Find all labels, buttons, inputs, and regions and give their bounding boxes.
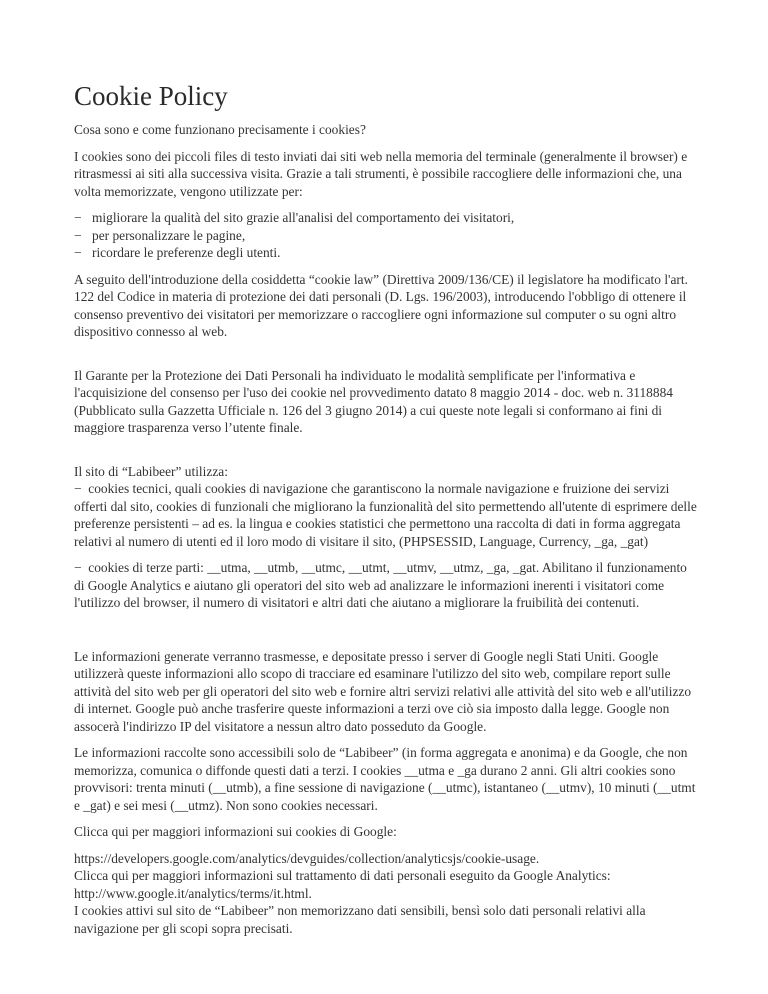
intro-paragraph: I cookies sono dei piccoli files di testo inviati dai siti web nella memoria del terminale (generalmente il browser) e ritrasmessi ai siti alla successiva visita. Grazie a tali strumenti, è possibile raccogliere delle informazioni che, una volta memorizzate, vengono utilizzate per: [74,148,688,199]
click-google-paragraph: Clicca qui per maggiori informazioni sui cookies di Google: [74,824,397,839]
google-cookie-usage-link[interactable]: https://developers.google.com/analytics/devguides/collection/analyticsjs/cookie-usage. [74,850,540,866]
list-item: − migliorare la qualità del sito grazie all'analisi del comportamento dei visitatori, [74,209,698,227]
page-title: Cookie Policy [74,81,228,111]
closing-text: I cookies attivi sul sito de “Labibeer” non memorizzano dati sensibili, bensì solo dati personali relativi alla navigazione per gli scopi sopra precisati. [74,903,646,936]
links-section [74,850,698,938]
google-analytics-terms-link[interactable]: http://www.google.it/analytics/terms/it.html. [74,885,312,901]
garante-paragraph: Il Garante per la Protezione dei Dati Personali ha individuato le modalità semplificate per l'informativa e l'acquisizione del consenso per l'uso dei cookie nel provvedimento datato 8 maggio 2014 - doc. web n. 3118884 (Pubblicato sulla Gazzetta Ufficiale n. 126 del 3 giugno 2014) a cui queste note legali si conformano ai fini di maggiore trasparenza verso l’utente finale. [74,367,673,435]
list-item: − per personalizzare le pagine, [74,227,698,245]
question-paragraph: Cosa sono e come funzionano precisamente i cookies? [74,122,366,137]
third-party-cookies-item [74,559,698,612]
technical-cookies-item [74,480,698,550]
cookie-law-paragraph: A seguito dell'introduzione della cosiddetta “cookie law” (Direttiva 2009/136/CE) il legislatore ha modificato l'art. 122 del Codice in materia di protezione dei dati personali (D. Lgs. 196/2003), introducendo l'obbligo di ottenere il consenso preventivo dei visitatori per memorizzare o raccogliere ogni informazione sul computer o su ogni altro dispositivo connesso al web. [74,271,688,339]
list-item: − ricordare le preferenze degli utenti. [74,244,698,262]
third-party-cookies-text: − cookies di terze parti: __utma, __utmb, __utmc, __utmt, __utmv, __utmz, _ga, _gat. Abilitano il funzionamento di Google Analytics e aiutano gli operatori del sito web ad analizzare le informazioni inerenti i visitatori come l'utilizzo del browser, il numero di visitatori e altri dati che aiutano a migliorare la fruibilità dei contenuti. [74,560,687,610]
click-analytics-text: Clicca qui per maggiori informazioni sul trattamento di dati personali eseguito da Google Analytics: [74,868,611,883]
site-cookies-section [74,463,698,612]
cookie-uses-list [74,209,698,262]
site-intro: Il sito di “Labibeer” utilizza: [74,463,228,479]
retention-paragraph: Le informazioni raccolte sono accessibili solo de “Labibeer” (in forma aggregata e anonima) e da Google, che non memorizza, comunica o diffonde questi dati a terzi. I cookies __utma e _ga durano 2 anni. Gli altri cookies sono provvisori: trenta minuti (__utmb), a fine sessione di navigazione (__utmc), istantaneo (__utmv), 10 minuti (__utmt e _gat) e sei mesi (__utmz). Non sono cookies necessari. [74,745,696,813]
technical-cookies-text: − cookies tecnici, quali cookies di navigazione che garantiscono la normale navigazione e fruizione dei servizi offerti dal sito, cookies di funzionali che migliorano la funzionalità del sito permettendo all'utente di esprimere delle preferenze persistenti – ad es. la lingua e cookies statistici che permettono una raccolta di dati in forma aggregata relativi al numero di utenti ed il loro modo di visitare il sito, (PHPSESSID, Language, Currency, _ga, _gat) [74,481,697,549]
google-info-paragraph: Le informazioni generate verranno trasmesse, e depositate presso i server di Google negli Stati Uniti. Google utilizzerà queste informazioni allo scopo di tracciare ed esaminare l'utilizzo del sito web, compilare report sulle attività del sito web per gli operatori del sito web e fornire altri servizi relativi alle attività del sito web e all'utilizzo di internet. Google può anche trasferire queste informazioni a terzi ove ciò sia imposto dalla legge. Google non assocerà l'indirizzo IP del visitatore a nessun altro dato posseduto da Google. [74,648,692,734]
